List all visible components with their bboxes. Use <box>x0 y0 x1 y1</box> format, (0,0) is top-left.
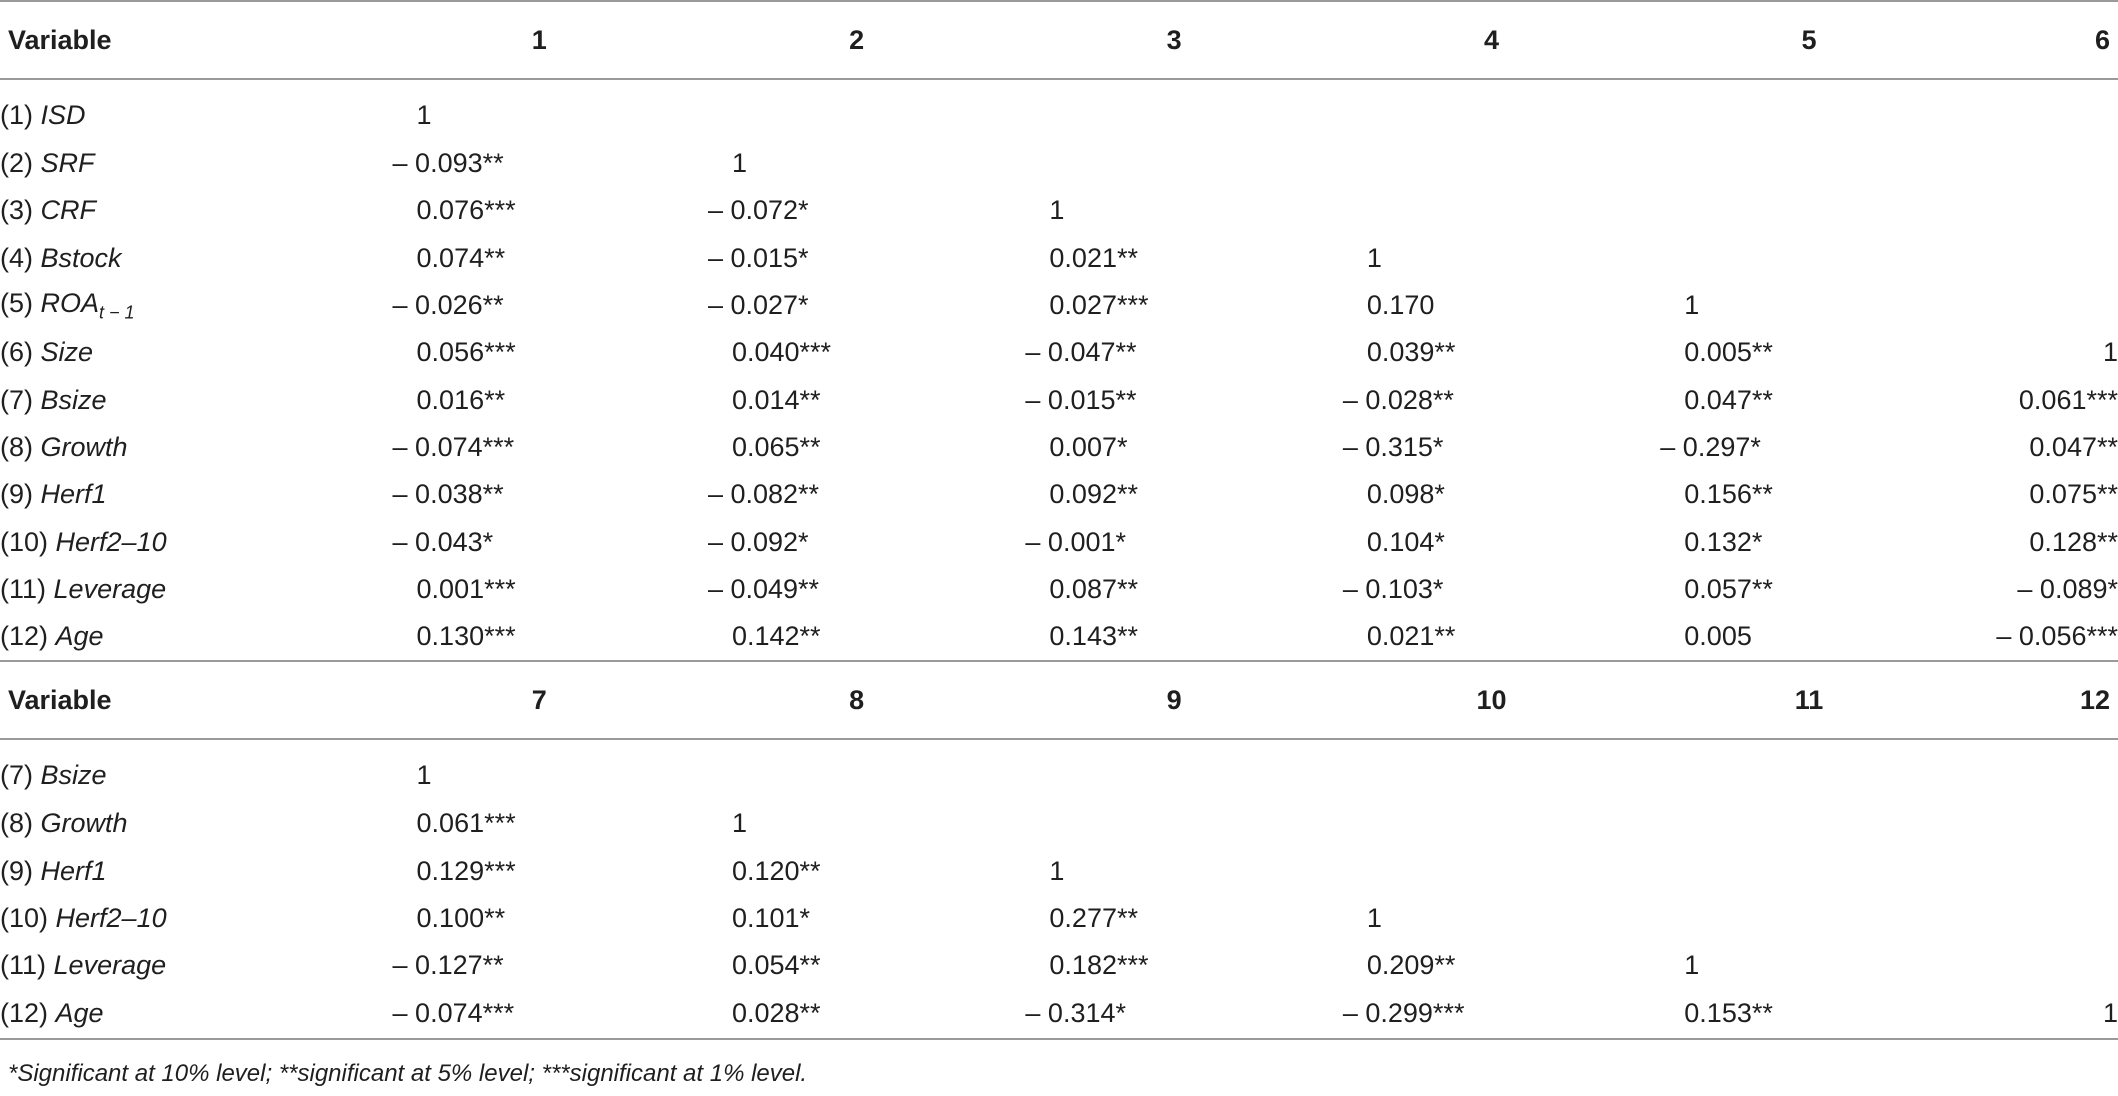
row-variable-label <box>0 424 381 471</box>
correlation-cell: 0.047** <box>2029 431 2118 462</box>
correlation-value: 0.087** <box>1049 573 1138 604</box>
table-row <box>0 329 2118 376</box>
correlation-value: 0.277** <box>1049 903 1138 933</box>
correlation-cell <box>1333 566 1650 613</box>
correlation-value: – 0.015* <box>707 242 809 273</box>
correlation-value: – 0.038** <box>392 479 504 510</box>
correlation-cell <box>698 518 1015 565</box>
correlation-cell <box>1333 518 1650 565</box>
row-index: (2) <box>0 148 33 179</box>
header-column-6: 12 <box>1968 661 2118 739</box>
header-variable: Variable <box>0 1 381 79</box>
correlation-cell <box>381 989 698 1036</box>
correlation-value: – 0.074*** <box>392 431 515 462</box>
row-variable-label <box>0 739 381 800</box>
correlation-cell <box>1015 187 1332 234</box>
correlation-cell <box>381 566 698 613</box>
correlation-value: 0.120** <box>731 855 821 886</box>
correlation-value: – 0.047** <box>1025 337 1137 368</box>
correlation-cell <box>1650 471 1967 518</box>
row-index: (3) <box>0 195 33 226</box>
correlation-cell <box>381 739 698 800</box>
row-variable-name: Leverage <box>53 573 167 604</box>
row-variable-label <box>0 140 381 187</box>
correlation-value: 1 <box>1684 290 1700 321</box>
row-variable-label <box>0 376 381 423</box>
correlation-value: 0.100** <box>416 903 506 933</box>
correlation-cell <box>1015 942 1332 989</box>
correlation-value: 0.047** <box>1684 384 1773 415</box>
row-index: (10) <box>0 526 49 557</box>
correlation-value: – 0.043* <box>392 526 494 557</box>
correlation-cell <box>381 942 698 989</box>
correlation-cell <box>698 187 1015 234</box>
correlation-value: – 0.027* <box>707 290 809 321</box>
correlation-value: – 0.315* <box>1342 431 1444 462</box>
row-index: (8) <box>0 808 33 839</box>
correlation-cell <box>1015 79 1332 140</box>
row-variable-name: Age <box>55 997 104 1028</box>
correlation-value: 1 <box>1366 903 1382 933</box>
correlation-cell <box>1650 282 1967 329</box>
correlation-cell <box>1333 329 1650 376</box>
correlation-cell <box>1015 376 1332 423</box>
row-variable-name: Bstock <box>40 242 122 273</box>
correlation-cell <box>1333 739 1650 800</box>
correlation-value: 0.021** <box>1049 242 1138 273</box>
table-row <box>0 566 2118 613</box>
correlation-cell <box>1650 424 1967 471</box>
header-row <box>0 1 2118 79</box>
correlation-cell <box>1015 848 1332 895</box>
row-index: (11) <box>0 573 47 604</box>
correlation-cell: – 0.056*** <box>1968 613 2118 661</box>
correlation-value: 0.129*** <box>416 855 516 886</box>
correlation-cell <box>698 848 1015 895</box>
correlation-value: 0.016** <box>416 384 506 415</box>
correlation-cell <box>1333 895 1650 942</box>
correlation-value: 0.007* <box>1049 431 1128 462</box>
row-variable-name: Bsize <box>40 759 107 790</box>
row-variable-subscript: t − 1 <box>99 302 135 323</box>
row-index: (9) <box>0 479 33 510</box>
correlation-value: 0.092** <box>1049 479 1138 510</box>
correlation-cell <box>1015 424 1332 471</box>
correlation-value: 0.130*** <box>416 621 516 652</box>
correlation-cell <box>698 424 1015 471</box>
correlation-value: 0.153** <box>1684 997 1773 1028</box>
correlation-cell: 1 <box>2102 997 2118 1028</box>
correlation-value: 1 <box>1366 242 1382 273</box>
correlation-value: – 0.297* <box>1660 431 1761 462</box>
correlation-cell <box>381 800 698 847</box>
correlation-cell <box>1650 989 1967 1036</box>
correlation-cell <box>381 187 698 234</box>
correlation-cell <box>1650 140 1967 187</box>
correlation-value: 0.182*** <box>1049 950 1149 981</box>
correlation-value: – 0.001* <box>1025 526 1126 557</box>
table-row <box>0 989 2118 1036</box>
correlation-cell <box>1333 848 1650 895</box>
correlation-cell <box>1968 800 2118 847</box>
row-index: (8) <box>0 431 33 462</box>
correlation-value: – 0.026** <box>392 290 504 321</box>
correlation-value: – 0.103* <box>1342 573 1444 604</box>
correlation-cell <box>1015 800 1332 847</box>
row-index: (12) <box>0 621 49 652</box>
correlation-cell <box>381 895 698 942</box>
correlation-value: 0.039** <box>1366 337 1456 368</box>
row-variable-label <box>0 942 381 989</box>
correlation-cell <box>1333 79 1650 140</box>
correlation-value: 0.101* <box>731 903 811 933</box>
row-index: (7) <box>0 384 33 415</box>
correlation-cell <box>1015 282 1332 329</box>
correlation-value: 0.054** <box>731 950 821 981</box>
correlation-cell <box>698 282 1015 329</box>
correlation-cell <box>1650 518 1967 565</box>
header-column-2: 2 <box>698 1 1015 79</box>
correlation-cell <box>1333 235 1650 282</box>
correlation-cell <box>1015 566 1332 613</box>
table-row <box>0 79 2118 140</box>
correlation-value: 1 <box>1049 195 1065 226</box>
table-row <box>0 424 2118 471</box>
row-variable-label <box>0 989 381 1036</box>
correlation-cell <box>1015 739 1332 800</box>
correlation-value: 0.065** <box>731 431 821 462</box>
correlation-value: 0.104* <box>1366 526 1445 557</box>
correlation-value: 0.143** <box>1049 621 1138 652</box>
row-variable-label <box>0 329 381 376</box>
correlation-value: 0.132* <box>1684 526 1763 557</box>
row-variable-label <box>0 282 381 329</box>
correlation-cell: 0.061*** <box>2018 384 2118 415</box>
header-variable: Variable <box>0 661 381 739</box>
row-variable-name: SRF <box>40 148 95 179</box>
header-column-4: 4 <box>1333 1 1650 79</box>
header-column-5: 5 <box>1650 1 1967 79</box>
correlation-cell <box>1650 895 1967 942</box>
correlation-cell <box>698 471 1015 518</box>
correlation-cell <box>698 613 1015 661</box>
correlation-value: 0.001*** <box>416 573 516 604</box>
correlation-cell <box>1968 187 2118 234</box>
correlation-value: 1 <box>1049 855 1065 886</box>
row-variable-label <box>0 566 381 613</box>
row-variable-name: Leverage <box>53 950 167 981</box>
correlation-value: – 0.072* <box>707 195 809 226</box>
table-row <box>0 739 2118 800</box>
row-variable-name: Herf2–10 <box>55 903 167 933</box>
row-index: (1) <box>0 99 33 130</box>
correlation-cell <box>1015 235 1332 282</box>
correlation-cell <box>698 566 1015 613</box>
row-variable-label <box>0 79 381 140</box>
row-index: (4) <box>0 242 33 273</box>
correlation-value: – 0.082** <box>707 479 820 510</box>
correlation-cell <box>1015 140 1332 187</box>
correlation-cell <box>1650 800 1967 847</box>
correlation-cell <box>1333 140 1650 187</box>
correlation-cell <box>381 848 698 895</box>
correlation-value: 0.005 <box>1684 621 1752 652</box>
correlation-cell <box>1650 566 1967 613</box>
correlation-value: – 0.028** <box>1342 384 1454 415</box>
correlation-cell <box>1968 942 2118 989</box>
correlation-cell <box>1650 739 1967 800</box>
row-variable-label <box>0 848 381 895</box>
correlation-value: – 0.093** <box>392 148 504 179</box>
correlation-cell <box>1015 613 1332 661</box>
row-variable-name: Herf1 <box>40 855 107 886</box>
correlation-value: 0.170 <box>1366 290 1435 321</box>
correlation-cell <box>1015 329 1332 376</box>
correlation-cell: 0.128** <box>2029 526 2118 557</box>
correlation-cell <box>698 942 1015 989</box>
correlation-cell <box>1333 471 1650 518</box>
correlation-cell <box>1650 376 1967 423</box>
correlation-cell <box>698 140 1015 187</box>
correlation-value: 1 <box>731 148 747 179</box>
correlation-cell <box>381 424 698 471</box>
correlation-cell <box>1333 376 1650 423</box>
row-variable-name: ISD <box>40 99 86 130</box>
row-variable-name: Growth <box>40 431 128 462</box>
correlation-value: 0.027*** <box>1049 290 1149 321</box>
header-column-4: 10 <box>1333 661 1650 739</box>
correlation-cell <box>698 895 1015 942</box>
row-variable-name: Herf2–10 <box>55 526 167 557</box>
correlation-cell <box>698 235 1015 282</box>
header-column-1: 1 <box>381 1 698 79</box>
row-index: (10) <box>0 903 49 933</box>
correlation-cell <box>1968 739 2118 800</box>
correlation-value: 0.142** <box>731 621 821 652</box>
correlation-cell: 1 <box>2102 337 2118 368</box>
row-variable-label <box>0 518 381 565</box>
table-row <box>0 942 2118 989</box>
correlation-value: 0.040*** <box>731 337 832 368</box>
correlation-cell <box>1650 235 1967 282</box>
correlation-cell <box>1333 187 1650 234</box>
correlation-cell: 0.075** <box>2029 479 2118 510</box>
correlation-cell <box>1015 895 1332 942</box>
correlation-cell <box>698 739 1015 800</box>
row-variable-label <box>0 235 381 282</box>
correlation-value: 0.056*** <box>416 337 516 368</box>
row-variable-label <box>0 613 381 661</box>
table-row <box>0 140 2118 187</box>
correlation-value: 1 <box>416 99 432 130</box>
table-row <box>0 376 2118 423</box>
correlation-value: 1 <box>731 808 747 839</box>
correlation-cell <box>381 471 698 518</box>
correlation-cell <box>698 79 1015 140</box>
correlation-value: 0.057** <box>1684 573 1773 604</box>
correlation-cell <box>1968 282 2118 329</box>
correlation-cell <box>698 989 1015 1036</box>
header-column-2: 8 <box>698 661 1015 739</box>
correlation-cell <box>1333 282 1650 329</box>
correlation-cell <box>1333 942 1650 989</box>
correlation-value: 0.209** <box>1366 950 1456 981</box>
correlation-cell <box>698 800 1015 847</box>
correlation-cell <box>381 282 698 329</box>
table-row <box>0 471 2118 518</box>
correlation-value: – 0.299*** <box>1342 997 1465 1028</box>
correlation-value: 0.156** <box>1684 479 1773 510</box>
row-variable-name: ROA <box>40 287 100 318</box>
correlation-value: 0.028** <box>731 997 821 1028</box>
correlation-value: – 0.049** <box>707 573 820 604</box>
correlation-value: – 0.015** <box>1025 384 1137 415</box>
row-index: (12) <box>0 997 49 1028</box>
correlation-cell <box>698 376 1015 423</box>
correlation-cell <box>1968 235 2118 282</box>
header-column-5: 11 <box>1650 661 1967 739</box>
table-row <box>0 800 2118 847</box>
row-index: (11) <box>0 950 47 981</box>
table-bottom-rule <box>0 1038 2118 1040</box>
correlation-cell <box>1650 187 1967 234</box>
correlation-value: 0.061*** <box>416 808 516 839</box>
correlation-cell <box>381 329 698 376</box>
correlation-cell <box>1650 329 1967 376</box>
row-variable-name: Bsize <box>40 384 107 415</box>
header-column-3: 3 <box>1015 1 1332 79</box>
correlation-value: 0.076*** <box>416 195 516 226</box>
correlation-cell <box>698 329 1015 376</box>
row-variable-name: Growth <box>40 808 128 839</box>
row-variable-label <box>0 187 381 234</box>
row-variable-label <box>0 800 381 847</box>
table-row <box>0 235 2118 282</box>
correlation-cell <box>381 613 698 661</box>
correlation-value: – 0.092* <box>707 526 809 557</box>
row-index: (6) <box>0 337 33 368</box>
row-variable-name: Herf1 <box>40 479 107 510</box>
table-row <box>0 187 2118 234</box>
row-index: (5) <box>0 287 33 318</box>
correlation-cell <box>1333 989 1650 1036</box>
table-row <box>0 848 2118 895</box>
row-variable-name: Size <box>40 337 94 368</box>
header-column-1: 7 <box>381 661 698 739</box>
correlation-cell <box>381 376 698 423</box>
row-index: (7) <box>0 759 33 790</box>
correlation-cell <box>1968 140 2118 187</box>
table-row <box>0 518 2118 565</box>
correlation-value: – 0.074*** <box>392 997 515 1028</box>
correlation-value: 1 <box>416 759 432 790</box>
correlation-cell <box>1650 848 1967 895</box>
header-row <box>0 661 2118 739</box>
correlation-value: 0.005** <box>1684 337 1773 368</box>
row-variable-label <box>0 471 381 518</box>
significance-footnote: *Significant at 10% level; **significant at 5% level; ***significant at 1% level. <box>8 1060 808 1087</box>
correlation-cell <box>1333 424 1650 471</box>
correlation-cell <box>1333 800 1650 847</box>
table-row <box>0 282 2118 329</box>
correlation-cell <box>1333 613 1650 661</box>
correlation-cell <box>381 235 698 282</box>
row-variable-label <box>0 895 381 942</box>
correlation-value: 0.098* <box>1366 479 1445 510</box>
row-variable-name: Age <box>55 621 104 652</box>
correlation-cell <box>1968 79 2118 140</box>
correlation-cell <box>1968 848 2118 895</box>
correlation-value: 0.014** <box>731 384 821 415</box>
row-index: (9) <box>0 855 33 886</box>
correlation-value: 1 <box>1684 950 1700 981</box>
correlation-value: – 0.127** <box>392 950 504 981</box>
correlation-cell <box>1650 942 1967 989</box>
correlation-cell <box>381 140 698 187</box>
correlation-cell <box>1015 518 1332 565</box>
correlation-cell: – 0.089* <box>2017 573 2118 604</box>
row-variable-name: CRF <box>40 195 97 226</box>
correlation-value: 0.021** <box>1366 621 1456 652</box>
table-row <box>0 613 2118 661</box>
correlation-cell <box>1015 471 1332 518</box>
correlation-cell <box>1650 613 1967 661</box>
header-column-6: 6 <box>1968 1 2118 79</box>
correlation-value: 0.074** <box>416 242 506 273</box>
correlation-cell <box>381 518 698 565</box>
header-column-3: 9 <box>1015 661 1332 739</box>
correlation-cell <box>381 79 698 140</box>
correlation-cell <box>1650 79 1967 140</box>
correlation-cell <box>1015 989 1332 1036</box>
table-row <box>0 895 2118 942</box>
correlation-value: – 0.314* <box>1025 997 1126 1028</box>
correlation-cell <box>1968 895 2118 942</box>
